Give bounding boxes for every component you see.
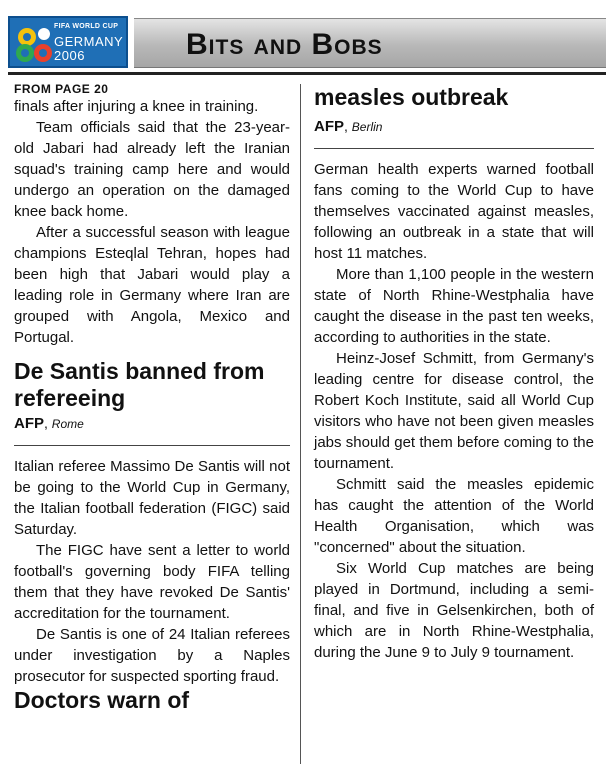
article-paragraph: De Santis is one of 24 Italian referees under investigation by a Naples prosecutor for suspected sporting fraud. bbox=[14, 626, 290, 685]
right-column bbox=[314, 80, 594, 663]
article-headline-part2: measles outbreak bbox=[314, 84, 509, 110]
byline-city: Berlin bbox=[351, 120, 383, 134]
continuation-label: FROM PAGE 20 bbox=[14, 82, 109, 96]
article-paragraph: Six World Cup matches are being played in Dortmund, including a semi-final, and five in Gelsenkirchen, both of which are in North Rhine-Westphalia, during the June 9 to July 9 tournament. bbox=[314, 560, 594, 661]
article-paragraph: Schmitt said the measles epidemic has caught the attention of the World Health Organisation, which was "concerned" about the situation. bbox=[314, 476, 594, 556]
article-paragraph: The FIGC have sent a letter to world football's governing body FIFA telling them that they have revoked De Santis' accreditation for the tournament. bbox=[14, 542, 290, 622]
logo-year-text: 2006 bbox=[54, 48, 85, 63]
continued-paragraph: finals after injuring a knee in training. bbox=[14, 98, 259, 115]
article-headline-part1: Doctors warn of bbox=[14, 687, 190, 713]
page-header bbox=[0, 0, 606, 74]
byline-rule bbox=[314, 148, 594, 149]
continued-paragraph: Team officials said that the 23-year-old Jabari had already left the Iranian squad's training camp here and would undergo an operation on the damaged knee back home. bbox=[14, 119, 290, 220]
article-byline: AFP, Berlin bbox=[314, 118, 383, 135]
section-title: Bits and Bobs bbox=[186, 28, 383, 61]
header-rule bbox=[8, 72, 606, 75]
article-paragraph: Heinz-Josef Schmitt, from Germany's leading centre for disease control, the Robert Koch Institute, said all World Cup visitors who have not been given measles jabs should get them before coming to the tournament. bbox=[314, 350, 594, 472]
column-divider bbox=[300, 84, 301, 764]
article-headline: De Santis banned from refereeing bbox=[14, 358, 265, 411]
continued-paragraph: After a successful season with league champions Esteqlal Tehran, hopes had been high that Jabari would play a leading role in Germany where Iran are grouped with Angola, Mexico and Portugal. bbox=[14, 224, 290, 346]
article-byline: AFP, Rome bbox=[14, 415, 84, 432]
world-cup-emblem-icon bbox=[14, 23, 54, 65]
section-title-bar bbox=[134, 18, 606, 68]
byline-city: Rome bbox=[51, 417, 84, 431]
article-paragraph: More than 1,100 people in the western state of North Rhine-Westphalia have caught the disease in the past ten weeks, according to authorities in the state. bbox=[314, 266, 594, 346]
article-paragraph: Italian referee Massimo De Santis will not be going to the World Cup in Germany, the Italian football federation (FIGC) said Saturday. bbox=[14, 458, 290, 538]
byline-rule bbox=[14, 445, 290, 446]
article-paragraph: German health experts warned football fans coming to the World Cup to have themselves vaccinated against measles, following an outbreak in a state that will host 11 matches. bbox=[314, 161, 594, 262]
logo-tournament-text: FIFA WORLD CUP bbox=[54, 23, 119, 30]
byline-agency: AFP bbox=[314, 118, 344, 135]
byline-agency: AFP bbox=[14, 415, 44, 432]
left-column bbox=[14, 80, 290, 714]
logo-country-text: GERMANY bbox=[54, 34, 124, 49]
world-cup-logo bbox=[8, 16, 128, 68]
